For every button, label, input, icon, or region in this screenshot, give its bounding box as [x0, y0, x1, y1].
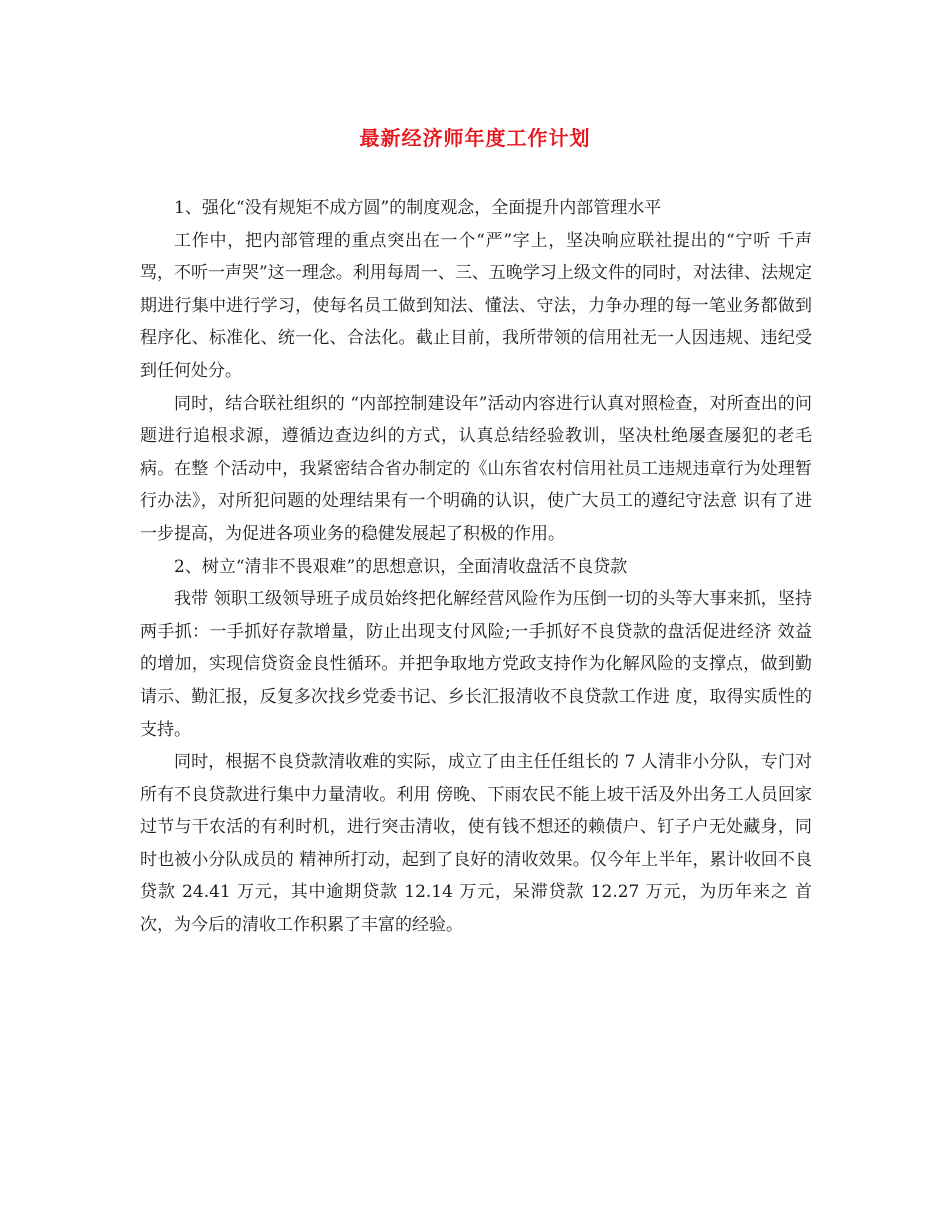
document-body — [140, 192, 812, 942]
page-title: 最新经济师年度工作计划 — [359, 126, 591, 150]
heading-point-1: 1、强化“没有规矩不成方圆”的制度观念，全面提升内部管理水平 — [174, 198, 662, 218]
paragraph-loan-collection: 同时，根据不良贷款清收难的实际，成立了由主任任组长的 7 人清非小分队，专门对所有不良贷款进行集中力量清收。利用 傍晚、下雨农民不能上坡干活及外出务工人员回家过节与干农活的有利时机，进行突击清收，使有钱不想还的赖债户、钉子户无处藏身，同时也被小分队成员的 精神所打动，起到了良好的清收效果。仅今年上半年，累计收回不良贷款 24.41 万元，其中逾期贷款 12.14 万元，呆滞贷款 12.27 万元，为历年来之 首次，为今后的清收工作积累了丰富的经验。 — [140, 752, 812, 936]
paragraph-internal-control: 同时，结合联社组织的 “内部控制建设年”活动内容进行认真对照检查，对所查出的问题进行追根求源，遵循边查边纠的方式，认真总结经验教训，坚决杜绝屡查屡犯的老毛病。在整 个活动中，我紧密结合省办制定的《山东省农村信用社员工违规违章行为处理暂行办法》，对所犯问题的处理结果有一个明确的认识，使广大员工的遵纪守法意 识有了进一步提高，为促进各项业务的稳健发展起了积极的作用。 — [140, 393, 812, 544]
paragraph-internal-management: 工作中，把内部管理的重点突出在一个“严”字上，坚决响应联社提出的“宁听 千声骂，不听一声哭”这一理念。利用每周一、三、五晚学习上级文件的同时，对法律、法规定期进行集中进行学习，使每名员工做到知法、懂法、守法，力争办理的每一笔业务都做到程序化、标准化、统一化、合法化。截止目前，我所带领的信用社无一人因违规、违纪受到任何处分。 — [140, 230, 812, 381]
heading-point-2: 2、树立“清非不畏艰难”的思想意识，全面清收盘活不良贷款 — [174, 556, 628, 577]
paragraph-risk-resolution: 我带 领职工级领导班子成员始终把化解经营风险作为压倒一切的头等大事来抓，坚持两手抓：一手抓好存款增量，防止出现支付风险;一手抓好不良贷款的盘活促进经济 效益的增加，实现信贷资金良性循环。并把争取地方党政支持作为化解风险的支撑点，做到勤请示、勤汇报，反复多次找乡党委书记、乡长汇报清收不良贷款工作进 度，取得实质性的支持。 — [140, 589, 812, 740]
